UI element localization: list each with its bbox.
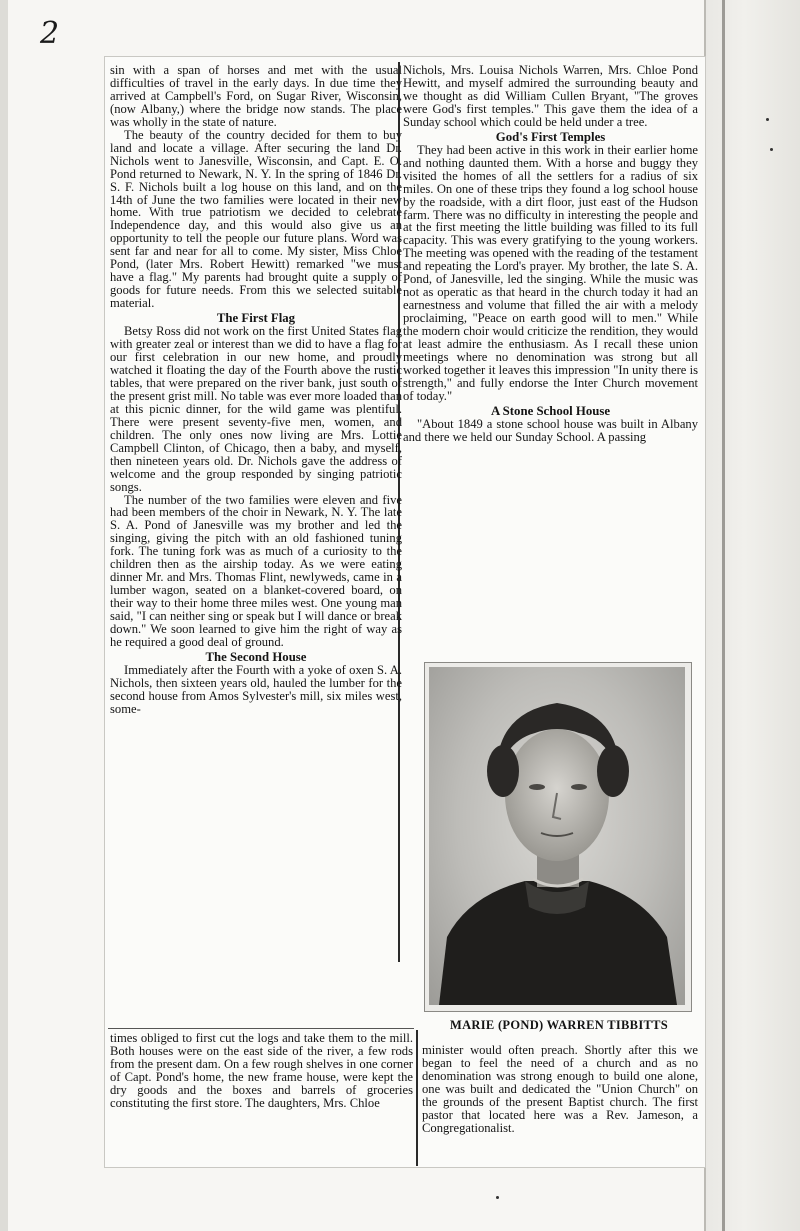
- scan-speck: [766, 118, 769, 121]
- subheading-stone-school-house: A Stone School House: [490, 403, 611, 418]
- subheading-first-flag: The First Flag: [216, 311, 296, 326]
- paragraph: "About 1849 a stone school house was built in Albany and there we held our Sunday School. A passing: [403, 416, 698, 444]
- scan-speck: [496, 1196, 499, 1199]
- portrait-photo: [424, 662, 692, 1012]
- paragraph: sin with a span of horses and met with the usual difficulties of travel in the early days. In due time they arrived at Campbell's Ford, on Sugar River, Wisconsin, (now Albany,) where the bridge now stands. The place was wholly in the state of nature.: [110, 63, 402, 129]
- article-column-2: [403, 64, 698, 444]
- paragraph: The beauty of the country decided for them to buy land and locate a village. After securing the land Dr. Nichols went to Janesville, Wisconsin, and Capt. E. O. Pond returned to Newark, N. Y. In the spring of 1846 Dr. S. F. Nichols built a log house on this land, and on the 14th of June the two families were located in their new home. With true patriotism we decided to celebrate Independence day, and this would also give us an opportunity to tell the people our future plans. Word was sent far and near for all to come. My sister, Miss Chloe Pond, (later Mrs. Robert Hewitt) remarked "we must have a flag." My parents had brought quite a supply of goods for future needs. From this we selected suitable material.: [110, 127, 402, 311]
- paragraph: times obliged to first cut the logs and take them to the mill. Both houses were on the east side of the river, a few rods from the present dam. On a few rough shelves in one corner of Capt. Pond's home, the new frame house, were kept the dry goods and the boxes and barrels of groceries constituting the first store. The daughters, Mrs. Chloe: [110, 1031, 413, 1110]
- subheading-gods-first-temples: God's First Temples: [495, 129, 606, 144]
- paragraph: The number of the two families were eleven and five had been members of the choir in Newark, N. Y. The late S. A. Pond of Janesville was my brother and led the singing, giving the pitch with an old fashioned tuning fork. The tuning fork was as much of a curiosity to the children then as the airship today. As we were eating dinner Mr. and Mrs. Thomas Flint, newlyweds, came in a lumber wagon, seated on a blanket-covered board, on their way to their home three miles west. One young man said, "I can neither sing or speak but I will dance or break down." We soon learned to give him the right of way as he required a good deal of ground.: [110, 492, 402, 649]
- portrait-figure-illustration: [429, 667, 685, 1005]
- paragraph: They had been active in this work in their earlier home and nothing daunted them. With a horse and buggy they visited the homes of all the settlers for a radius of six miles. On one of these trips they found a log school house by the roadside, with a dirt floor, just east of the Hudson farm. There was no difficulty in interesting the people and at the first meeting the little building was filled to its full capacity. This was every gratifying to the young workers. The meeting was opened with the reading of the testament and repeating the Lord's prayer. My brother, the late S. A. Pond, of Janesville, led the singing. While the music was not as operatic as that heard in the church today it had an earnestness and volume that filled the air with a melody proclaiming, "Peace on earth good will to men." While the modern choir would criticize the rendition, they would at least admire the enthusiasm. As I recall these union meetings where no denomination was strong but all worked together it leaves this impression "In unity there is strength," and fully endorse the Inter Church movement of today.": [403, 142, 698, 403]
- subheading-second-house: The Second House: [205, 649, 307, 664]
- column-rule-lower: [416, 1030, 418, 1166]
- scan-backing-right: [704, 0, 800, 1231]
- article-column-1: [110, 64, 402, 716]
- portrait-image: [429, 667, 685, 1005]
- paragraph: Immediately after the Fourth with a yoke of oxen S. A. Nichols, then sixteen years old, hauled the lumber for the second house from Amos Sylvester's mill, six miles west, some-: [110, 662, 402, 716]
- scan-edge-left: [0, 0, 8, 1231]
- article-column-4: [422, 1044, 698, 1135]
- portrait-caption: MARIE (POND) WARREN TIBBITTS: [449, 1018, 669, 1032]
- paragraph: Nichols, Mrs. Louisa Nichols Warren, Mrs. Chloe Pond Hewitt, and myself admired the surrounding beauty and we thought as did William Cullen Bryant, "The groves were God's first temples." This gave them the idea of a Sunday school which could be held under a tree.: [403, 63, 698, 129]
- article-column-3: [110, 1032, 413, 1110]
- page-number-handwritten: 2: [40, 16, 60, 51]
- scan-fold-line: [722, 0, 725, 1231]
- divider: [108, 1028, 414, 1029]
- paragraph: Betsy Ross did not work on the first United States flag with greater zeal or interest than we did to have a flag for our first celebration in our new home, and proudly watched it floating the day of the Fourth above the rustic tables, that were prepared on the river bank, just south of the present grist mill. No table was ever more loaded than at this picnic dinner, for the wild game was plentiful. There were present seventy-five men, women, and children. The only ones now living are Mrs. Lottie Campbell Clinton, of Chicago, then a baby, and myself, then nineteen years old. Dr. Nichols gave the address of welcome and the group responded by singing patriotic songs.: [110, 324, 402, 494]
- scan-speck: [770, 148, 773, 151]
- paragraph: minister would often preach. Shortly after this we began to feel the need of a church and as no denomination was strong enough to build one alone, one was built and dedicated the "Union Church" on the grounds of the present Baptist church. The first pastor that located here was a Rev. Jameson, a Congregationalist.: [422, 1043, 698, 1135]
